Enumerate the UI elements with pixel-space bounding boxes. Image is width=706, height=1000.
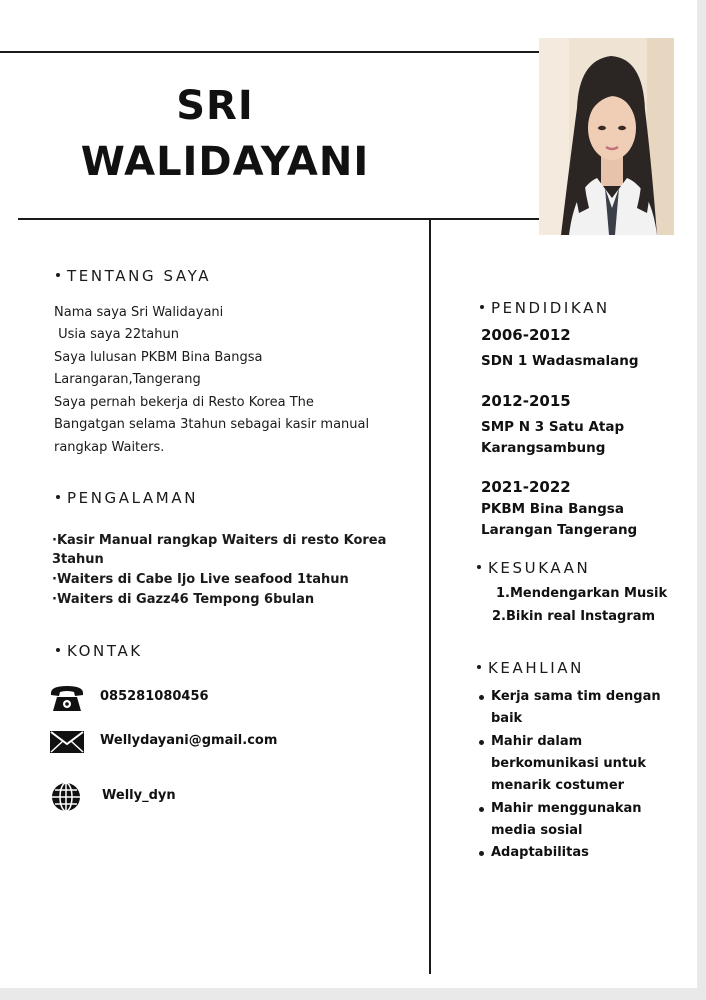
social-handle: Welly_dyn bbox=[102, 788, 176, 803]
education-years: 2021-2022 bbox=[481, 478, 571, 496]
heading-bullet bbox=[56, 273, 60, 277]
skill-line: Adaptabilitas bbox=[491, 845, 589, 860]
name-last: WALIDAYANI bbox=[80, 139, 370, 185]
skill-line: berkomunikasi untuk bbox=[491, 756, 647, 771]
education-years: 2006-2012 bbox=[481, 326, 571, 344]
envelope-icon bbox=[49, 730, 85, 754]
hobby-item: 1.Mendengarkan Musik bbox=[496, 586, 668, 601]
heading-bullet bbox=[480, 305, 484, 309]
about-line: Bangatgan selama 3tahun sebagai kasir manual bbox=[54, 417, 370, 432]
education-school: Karangsambung bbox=[481, 440, 606, 456]
globe-icon bbox=[51, 782, 81, 812]
education-years: 2012-2015 bbox=[481, 392, 571, 410]
about-line: Saya pernah bekerja di Resto Korea The bbox=[54, 395, 314, 410]
education-school: SDN 1 Wadasmalang bbox=[481, 353, 639, 369]
skills-heading-label: KEAHLIAN bbox=[488, 659, 584, 677]
contact-heading-label: KONTAK bbox=[67, 642, 143, 660]
profile-photo bbox=[539, 38, 674, 235]
experience-heading-label: PENGALAMAN bbox=[67, 489, 199, 507]
hobbies-heading-label: KESUKAAN bbox=[488, 559, 591, 577]
skill-line: Kerja sama tim dengan bbox=[491, 689, 661, 704]
experience-line: 3tahun bbox=[52, 552, 104, 567]
education-school: SMP N 3 Satu Atap bbox=[481, 419, 625, 435]
skill-line: baik bbox=[491, 711, 523, 726]
about-line: Saya lulusan PKBM Bina Bangsa bbox=[54, 350, 263, 365]
column-divider bbox=[429, 219, 431, 974]
about-line: rangkap Waiters. bbox=[54, 440, 165, 455]
experience-heading bbox=[56, 489, 198, 507]
phone-icon bbox=[49, 683, 85, 713]
about-heading-label: TENTANG SAYA bbox=[67, 267, 212, 285]
skill-line: menarik costumer bbox=[491, 778, 625, 793]
top-divider bbox=[0, 51, 540, 53]
skill-line: media sosial bbox=[491, 823, 583, 838]
education-school: Larangan Tangerang bbox=[481, 522, 638, 538]
heading-bullet bbox=[477, 665, 481, 669]
skill-bullet bbox=[479, 695, 484, 700]
skill-line: Mahir dalam bbox=[491, 734, 583, 749]
heading-bullet bbox=[56, 648, 60, 652]
skill-line: Mahir menggunakan bbox=[491, 801, 642, 816]
email-address: Wellydayani@gmail.com bbox=[100, 733, 278, 748]
hobbies-heading bbox=[477, 559, 590, 577]
skill-bullet bbox=[479, 740, 484, 745]
hobby-item: 2.Bikin real Instagram bbox=[492, 609, 656, 624]
experience-line: ·Kasir Manual rangkap Waiters di resto Korea bbox=[52, 533, 387, 548]
experience-line: ·Waiters di Gazz46 Tempong 6bulan bbox=[52, 592, 315, 607]
skill-bullet bbox=[479, 851, 484, 856]
contact-heading bbox=[56, 642, 143, 660]
education-school: PKBM Bina Bangsa bbox=[481, 501, 624, 517]
name-first: SRI bbox=[176, 83, 254, 129]
skill-bullet bbox=[479, 807, 484, 812]
header-divider bbox=[18, 218, 539, 220]
about-heading bbox=[56, 267, 211, 285]
heading-bullet bbox=[477, 565, 481, 569]
about-line: Usia saya 22tahun bbox=[54, 327, 179, 342]
about-line: Larangaran,Tangerang bbox=[54, 372, 201, 387]
education-heading-label: PENDIDIKAN bbox=[491, 299, 610, 317]
education-heading bbox=[480, 299, 610, 317]
phone-number: 085281080456 bbox=[100, 689, 209, 704]
about-line: Nama saya Sri Walidayani bbox=[54, 305, 224, 320]
skills-heading bbox=[477, 659, 584, 677]
experience-line: ·Waiters di Cabe Ijo Live seafood 1tahun bbox=[52, 572, 349, 587]
heading-bullet bbox=[56, 495, 60, 499]
